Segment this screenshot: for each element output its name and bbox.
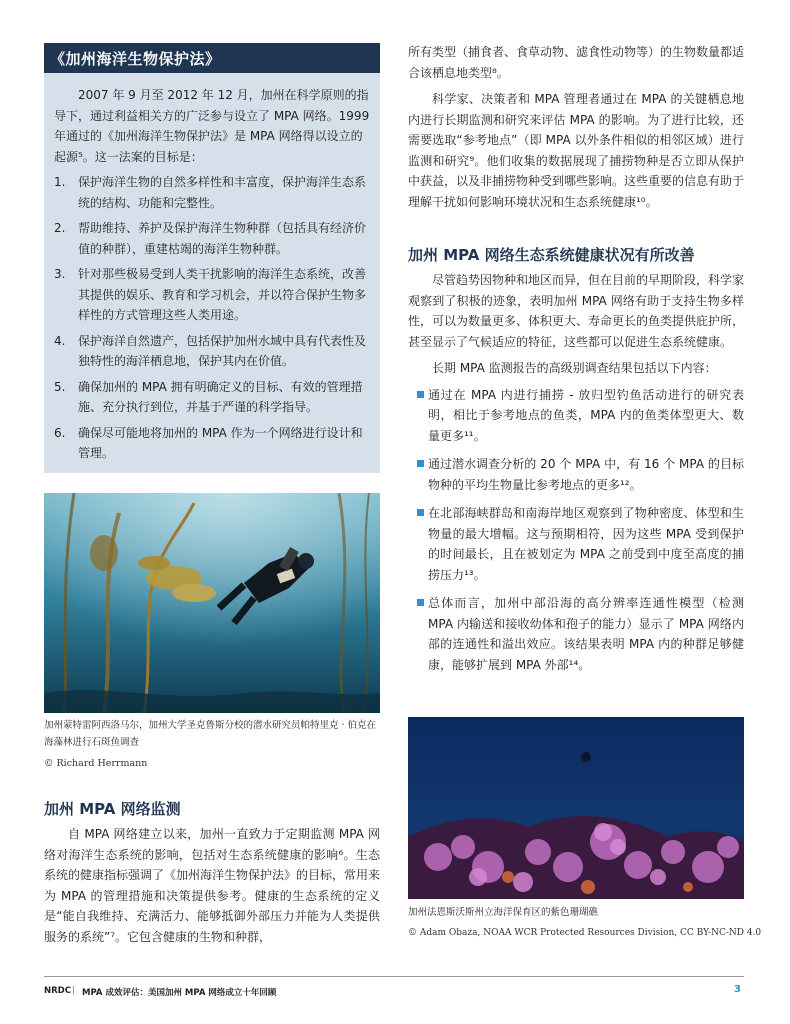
purple-reef-photo	[408, 717, 744, 899]
sidebar-box	[44, 73, 380, 473]
sidebar-intro: 2007 年 9 月至 2012 年 12 月，加州在科学原则的指导下，通过利益相关方的广泛参与设立了 MPA 网络。1999 年通过的《加州海洋生物保护法》是 MPA 网络得以设立的起源⁵。这一法案的目标是：	[54, 88, 370, 164]
sidebar-title-bar	[44, 43, 380, 73]
monitoring-heading: 加州 MPA 网络监测	[44, 800, 181, 818]
goals-list	[54, 172, 372, 464]
photo1-credit: © Richard Herrmann	[44, 758, 148, 769]
reference-sites-paragraph: 科学家、决策者和 MPA 管理者通过在 MPA 的关键栖息地内进行长期监测和研究来评估 MPA 的影响。为了进行比较，还需要选取“参考地点”（即 MPA 以外条件相似的相邻区域）进行监测和研究⁹。他们收集的数据展现了捕捞物种是否立即从保护中获益，以及非捕捞物种受到哪些影响。这些重要的信息有助于理解干扰如何影响环境状况和生态系统健康¹⁰。	[408, 92, 745, 209]
footer-separator: |	[72, 986, 76, 996]
goal-item: 6. 确保尽可能地将加州的 MPA 作为一个网络进行设计和管理。	[54, 425, 363, 460]
footer-title: MPA 成效评估：美国加州 MPA 网络成立十年回顾	[82, 988, 277, 998]
continued-paragraph: 所有类型（捕食者、食草动物、滤食性动物等）的生物数量都适合该栖息地类型⁸。	[408, 45, 745, 80]
goal-item: 1. 保护海洋生物的自然多样性和丰富度，保护海洋生态系统的结构、功能和完整性。	[54, 175, 367, 210]
goal-item: 4. 保护海洋自然遗产，包括保护加州水域中具有代表性及独特性的海洋栖息地，保护其内在价值。	[54, 333, 367, 368]
reef-photo-illustration	[408, 717, 744, 899]
health-heading: 加州 MPA 网络生态系统健康状况有所改善	[408, 246, 695, 264]
footer-divider	[44, 976, 744, 977]
photo2-credit: © Adam Obaza, NOAA WCR Protected Resources Division, CC BY-NC-ND 4.0	[408, 928, 762, 938]
photo2-caption: 加州法恩斯沃斯州立海洋保育区的紫色珊瑚礁	[408, 907, 599, 918]
goal-item: 3. 针对那些极易受到人类干扰影响的海洋生态系统，改善其提供的娱乐、教育和学习机会，并以符合保护生物多样性的方式管理这些人类用途。	[54, 267, 367, 322]
bullet-square-icon	[417, 391, 424, 398]
finding-item: 在北部海峡群岛和南海岸地区观察到了物种密度、体型和生物量的最大增幅。这与预期相符，因为这些 MPA 受到保护的时间最长，且在被划定为 MPA 之前受到中度至高度的捕捞压力¹³。	[408, 503, 744, 585]
findings-list	[408, 385, 744, 676]
diver-kelp-photo	[44, 493, 380, 713]
bullet-square-icon	[417, 460, 424, 467]
footer-org: NRDC	[44, 986, 71, 996]
finding-item: 通过在 MPA 内进行捕捞 - 放归型钓鱼活动进行的研究表明，相比于参考地点的鱼类，MPA 内的鱼类体型更大、数量更多¹¹。	[408, 385, 744, 447]
goal-item: 5. 确保加州的 MPA 拥有明确定义的目标、有效的管理措施、充分执行到位，并基于严谨的科学指导。	[54, 379, 363, 414]
diver-photo-illustration	[44, 493, 380, 713]
page-number: 3	[734, 984, 741, 995]
goal-item: 2. 帮助维持、养护及保护海洋生物种群（包括具有经济价值的种群），重建枯竭的海洋生物种群。	[54, 221, 367, 256]
finding-item: 通过潜水调查分析的 20 个 MPA 中，有 16 个 MPA 的目标物种的平均生物量比参考地点的更多¹²。	[408, 454, 744, 495]
trend-paragraph: 尽管趋势因物种和地区而异，但在目前的早期阶段，科学家观察到了积极的迹象，表明加州 MPA 网络有助于支持生物多样性，可以为数量更多、体积更大、寿命更长的鱼类提供庇护所，甚至显示了气候适应的特征，这些都可以促进生态系统健康。	[408, 273, 745, 349]
sidebar-title: 《加州海洋生物保护法》	[50, 50, 221, 68]
bullet-square-icon	[417, 599, 424, 606]
finding-item: 总体而言，加州中部沿海的高分辨率连通性模型（检测 MPA 内输送和接收幼体和孢子的能力）显示了 MPA 网络内部的连通性和溢出效应。该结果表明 MPA 内的种群足够健康，能够扩展到 MPA 外部¹⁴。	[408, 593, 744, 675]
findings-intro: 长期 MPA 监测报告的高级别调查结果包括以下内容：	[432, 361, 717, 375]
photo1-caption: 加州蒙特雷阿西洛马尔，加州大学圣克鲁斯分校的潜水研究员帕特里克 · 伯克在海藻林进行石斑鱼调查	[44, 720, 377, 748]
monitoring-paragraph: 自 MPA 网络建立以来，加州一直致力于定期监测 MPA 网络对海洋生态系统的影响，包括对生态系统健康的影响⁶。生态系统的健康指标强调了《加州海洋生物保护法》的目标，常用来为 MPA 的管理措施和决策提供参考。健康的生态系统的定义是“能自我维持、充满活力、能够抵御外部压力并能为人类提供服务的系统”⁷。它包含健康的生物和种群，	[44, 827, 381, 944]
bullet-square-icon	[417, 509, 424, 516]
